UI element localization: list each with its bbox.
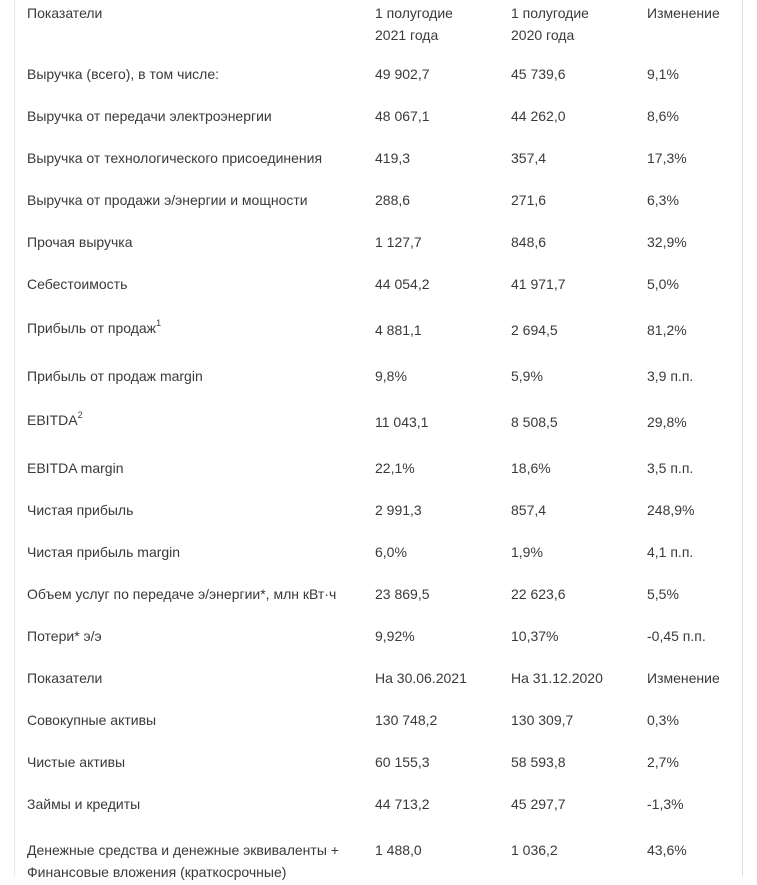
balance-header-date-1: На 30.06.2021 <box>375 670 467 686</box>
value-2020: 848,6 <box>511 234 547 250</box>
value-date-2: 45 297,7 <box>511 796 566 812</box>
row-label-text: Выручка от технологического присоединения <box>27 150 323 166</box>
value-date-1: 130 748,2 <box>375 712 438 728</box>
row-label: Чистые активы <box>27 754 126 770</box>
value-2021: 6,0% <box>375 544 407 560</box>
row-label: Займы и кредиты <box>27 796 141 812</box>
row-label <box>15 499 363 541</box>
balance-header-label: Показатели <box>27 670 103 686</box>
change-value: 17,3% <box>647 150 687 166</box>
row-label <box>15 273 363 315</box>
change-value: 4,1 п.п. <box>647 544 694 560</box>
value-2021: 49 902,7 <box>375 66 430 82</box>
table-row <box>15 793 742 835</box>
value-date-2: 1 036,2 <box>511 842 558 858</box>
table-row <box>15 231 742 273</box>
row-label-text: Себестоимость <box>27 276 128 292</box>
value-2021: 9,8% <box>375 368 407 384</box>
table-row <box>15 315 742 365</box>
change-value: 5,5% <box>647 586 679 602</box>
value-2021: 48 067,1 <box>375 108 430 124</box>
row-label <box>15 231 363 273</box>
table-row <box>15 189 742 231</box>
value-2020: 45 739,6 <box>511 66 566 82</box>
table-row <box>15 541 742 583</box>
value-2021: 9,92% <box>375 628 415 644</box>
header-change: Изменение <box>647 5 720 21</box>
scroll-edge-border <box>742 0 743 876</box>
value-2021: 44 054,2 <box>375 276 430 292</box>
table-row <box>15 63 742 105</box>
value-2020: 357,4 <box>511 150 547 166</box>
value-2021: 4 881,1 <box>375 322 422 338</box>
footnote-marker: 2 <box>77 410 83 421</box>
row-label <box>15 189 363 231</box>
value-2021: 2 991,3 <box>375 502 422 518</box>
value-2020: 44 262,0 <box>511 108 566 124</box>
table-row <box>15 407 742 457</box>
table-row <box>15 625 742 667</box>
change-value: 81,2% <box>647 322 687 338</box>
row-label: Совокупные активы <box>27 712 157 728</box>
value-2020: 5,9% <box>511 368 543 384</box>
value-2020: 2 694,5 <box>511 322 558 338</box>
table-row <box>15 457 742 499</box>
value-2020: 18,6% <box>511 460 551 476</box>
balance-header-row <box>15 667 742 709</box>
header-period-2020: 1 полугодие 2020 года <box>511 5 589 43</box>
table-row <box>15 709 742 751</box>
value-2020: 271,6 <box>511 192 547 208</box>
table-row <box>15 751 742 793</box>
change-value: 29,8% <box>647 414 687 430</box>
row-label-text: Выручка (всего), в том числе: <box>27 66 220 82</box>
table-header-row <box>15 0 742 63</box>
table-row <box>15 499 742 541</box>
value-date-1: 60 155,3 <box>375 754 430 770</box>
row-label-text: Прибыль от продаж margin <box>27 368 203 384</box>
change-value: 32,9% <box>647 234 687 250</box>
change-value: 5,0% <box>647 276 679 292</box>
row-label <box>15 541 363 583</box>
value-2020: 10,37% <box>511 628 559 644</box>
value-date-2: 58 593,8 <box>511 754 566 770</box>
value-date-1: 44 713,2 <box>375 796 430 812</box>
change-value: 43,6% <box>647 842 687 858</box>
row-label <box>15 625 363 667</box>
row-label <box>15 583 363 625</box>
header-period-2021: 1 полугодие 2021 года <box>375 5 453 43</box>
footnote-marker: 1 <box>156 318 162 329</box>
row-label-text: Прочая выручка <box>27 234 133 250</box>
value-2020: 1,9% <box>511 544 543 560</box>
table-row <box>15 365 742 407</box>
value-2021: 1 127,7 <box>375 234 422 250</box>
row-label <box>15 105 363 147</box>
change-value: 3,5 п.п. <box>647 460 694 476</box>
row-label-text: Чистая прибыль <box>27 502 134 518</box>
value-2021: 419,3 <box>375 150 411 166</box>
row-label-text: EBITDA <box>27 412 78 428</box>
value-date-1: 1 488,0 <box>375 842 422 858</box>
row-label-text: Выручка от продажи э/энергии и мощности <box>27 192 308 208</box>
change-value: 6,3% <box>647 192 679 208</box>
value-date-2: 130 309,7 <box>511 712 574 728</box>
table-row <box>15 105 742 147</box>
table-row <box>15 273 742 315</box>
row-label-text: Чистая прибыль margin <box>27 544 181 560</box>
value-2020: 8 508,5 <box>511 414 558 430</box>
value-2021: 22,1% <box>375 460 415 476</box>
balance-header-date-2: На 31.12.2020 <box>511 670 603 686</box>
change-value: 8,6% <box>647 108 679 124</box>
change-value: 9,1% <box>647 66 679 82</box>
balance-header-change: Изменение <box>647 670 720 686</box>
row-label <box>15 365 363 407</box>
row-label-text: EBITDA margin <box>27 460 124 476</box>
row-label-text: Объем услуг по передаче э/энергии*, млн кВт·ч <box>27 586 337 602</box>
financial-indicators-table <box>15 0 742 885</box>
row-label-text: Потери* э/э <box>27 628 102 644</box>
value-2020: 22 623,6 <box>511 586 566 602</box>
row-label <box>15 315 363 365</box>
table-row <box>15 583 742 625</box>
change-value: 2,7% <box>647 754 679 770</box>
table-row <box>15 147 742 189</box>
value-2021: 11 043,1 <box>375 414 429 430</box>
row-label-line-2: Финансовые вложения (краткосрочные) <box>27 864 287 880</box>
header-label: Показатели <box>27 5 103 21</box>
change-value: 3,9 п.п. <box>647 368 694 384</box>
row-label <box>15 407 363 457</box>
change-value: 0,3% <box>647 712 679 728</box>
row-label <box>15 63 363 105</box>
change-value: 248,9% <box>647 502 695 518</box>
row-label-line-1: Денежные средства и денежные эквиваленты + <box>27 842 339 858</box>
value-2021: 288,6 <box>375 192 411 208</box>
value-2020: 857,4 <box>511 502 547 518</box>
change-value: -0,45 п.п. <box>647 628 706 644</box>
row-label-text: Выручка от передачи электроэнергии <box>27 108 272 124</box>
row-label-text: Прибыль от продаж <box>27 320 157 336</box>
table-row <box>15 835 742 885</box>
row-label <box>15 457 363 499</box>
row-label <box>15 147 363 189</box>
change-value: -1,3% <box>647 796 684 812</box>
value-2021: 23 869,5 <box>375 586 430 602</box>
value-2020: 41 971,7 <box>511 276 566 292</box>
row-label <box>15 835 363 885</box>
